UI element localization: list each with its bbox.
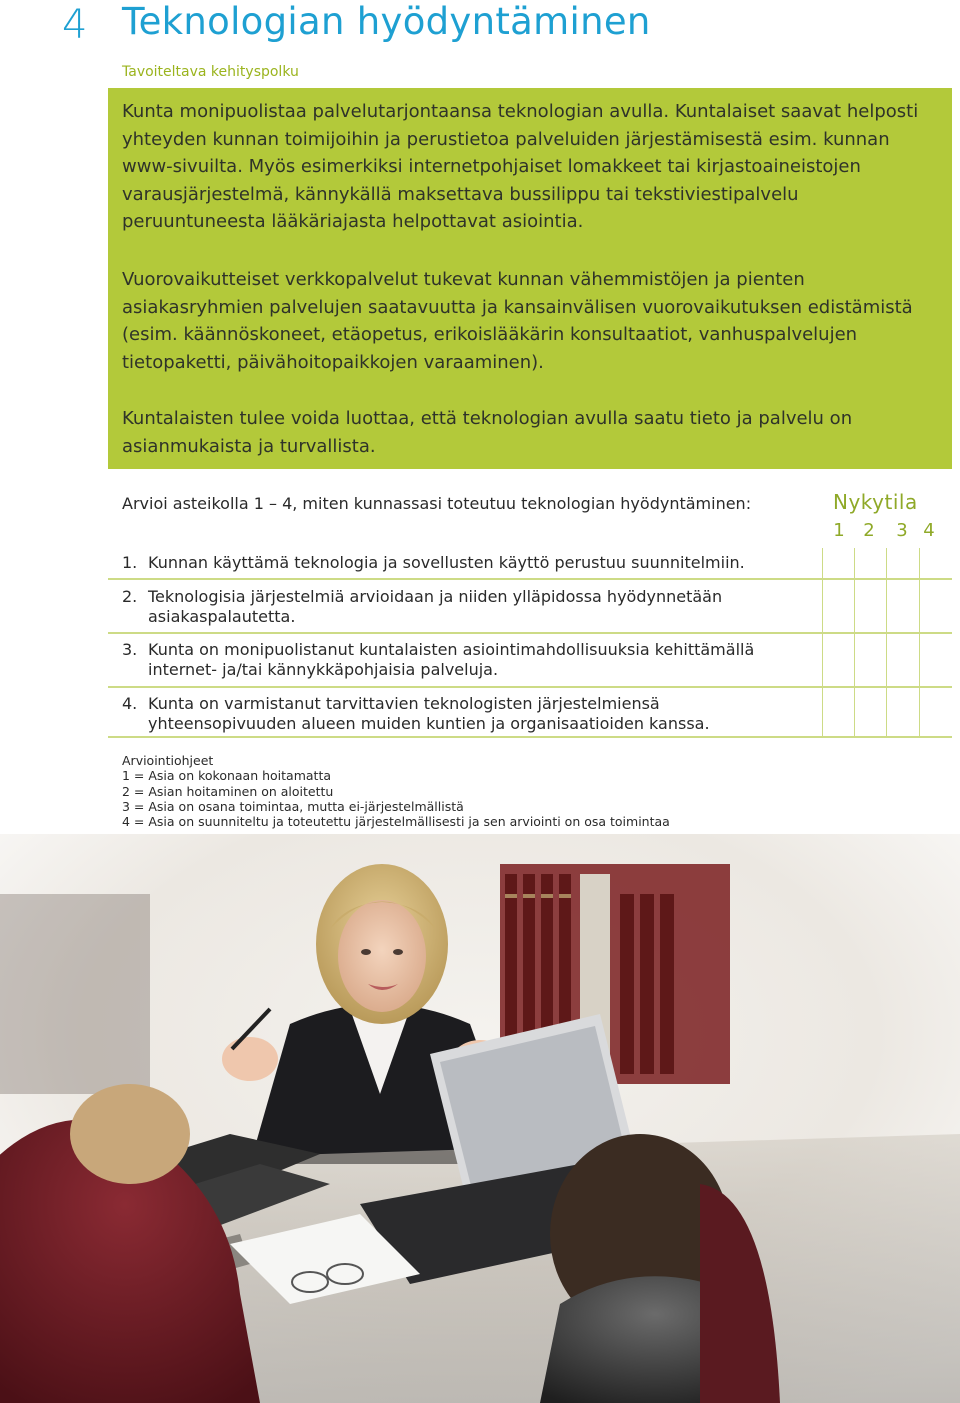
chapter-number: 4 — [62, 2, 88, 48]
rating-cells[interactable] — [822, 548, 952, 578]
rating-scale — [824, 520, 946, 544]
item-text: Teknologisia järjestelmiä arvioidaan ja niiden ylläpidossa hyödynnetään asiakaspalautetta. — [148, 587, 723, 626]
rating-cells[interactable] — [822, 634, 952, 686]
intro-paragraph-2: Vuorovaikutteiset verkkopalvelut tukevat kunnan vähemmistöjen ja pienten asiakasryhmien palvelujen saatavuutta ja kansainvälisen vuorovaikutuksen edistämistä (esim. käännöskoneet, etäopetus, erikoislääkärin konsultaatiot, vanhuspalvelujen tietopaketti, päivähoitopaikkojen varaaminen). — [122, 269, 913, 373]
page-subtitle: Tavoiteltava kehityspolku — [122, 64, 299, 80]
item-text: Kunta on monipuolistanut kuntalaisten asiointimahdollisuuksia kehittämällä internet- ja/tai kännykkäpohjaisia palveluja. — [148, 640, 755, 679]
legend-line-4: 4 = Asia on suunniteltu ja toteutettu järjestelmällisesti ja sen arviointi on osa toimintaa — [122, 814, 670, 830]
scale-1: 1 — [833, 520, 845, 541]
item-number: 4. — [122, 694, 138, 713]
item-number: 3. — [122, 640, 138, 659]
legend-line-2: 2 = Asian hoitaminen on aloitettu — [122, 783, 334, 799]
assessment-intro: Arvioi asteikolla 1 – 4, miten kunnassasi toteutuu teknologian hyödyntäminen: — [122, 494, 752, 513]
office-meeting-photo — [0, 834, 960, 1403]
status-column-title: Nykytila — [833, 490, 918, 514]
assessment-item-1 — [108, 548, 952, 580]
legend-title: Arviointiohjeet — [122, 753, 214, 768]
item-number: 2. — [122, 587, 138, 606]
assessment-item-3 — [108, 634, 952, 688]
rating-cells[interactable] — [822, 580, 952, 632]
photo-illustration — [0, 834, 960, 1403]
item-text: Kunnan käyttämä teknologia ja sovellusten käyttö perustuu suunnitelmiin. — [148, 553, 745, 572]
rating-legend — [122, 753, 670, 829]
item-number: 1. — [122, 553, 138, 572]
legend-line-1: 1 = Asia on kokonaan hoitamatta — [122, 768, 332, 784]
scale-4: 4 — [923, 520, 935, 541]
intro-paragraph-3: Kuntalaisten tulee voida luottaa, että teknologian avulla saatu tieto ja palvelu on asianmukaista ja turvallista. — [122, 408, 853, 457]
scale-2: 2 — [863, 520, 875, 541]
page-title: Teknologian hyödyntäminen — [122, 0, 651, 43]
assessment-item-2 — [108, 580, 952, 634]
legend-line-3: 3 = Asia on osana toimintaa, mutta ei-järjestelmällistä — [122, 798, 464, 814]
intro-paragraph-1: Kunta monipuolistaa palvelutarjontaansa teknologian avulla. Kuntalaiset saavat helposti yhteyden kunnan toimijoihin ja perustietoa palveluiden järjestämisestä esim. kunnan www-sivuilta. Myös esimerkiksi internetpohjaiset lomakkeet tai kirjastoaineistojen varausjärjestelmä, kännykällä maksettava bussilippu tai tekstiviestipalvelu peruuntuneesta lääkäriajasta helpottavat asiointia. — [122, 101, 919, 232]
intro-box — [108, 88, 952, 469]
assessment-item-4 — [108, 688, 952, 738]
rating-cells[interactable] — [822, 688, 952, 736]
scale-3: 3 — [896, 520, 908, 541]
item-text: Kunta on varmistanut tarvittavien teknologisten järjestelmiensä yhteensopivuuden alueen muiden kuntien ja organisaatioiden kanssa. — [148, 694, 710, 733]
